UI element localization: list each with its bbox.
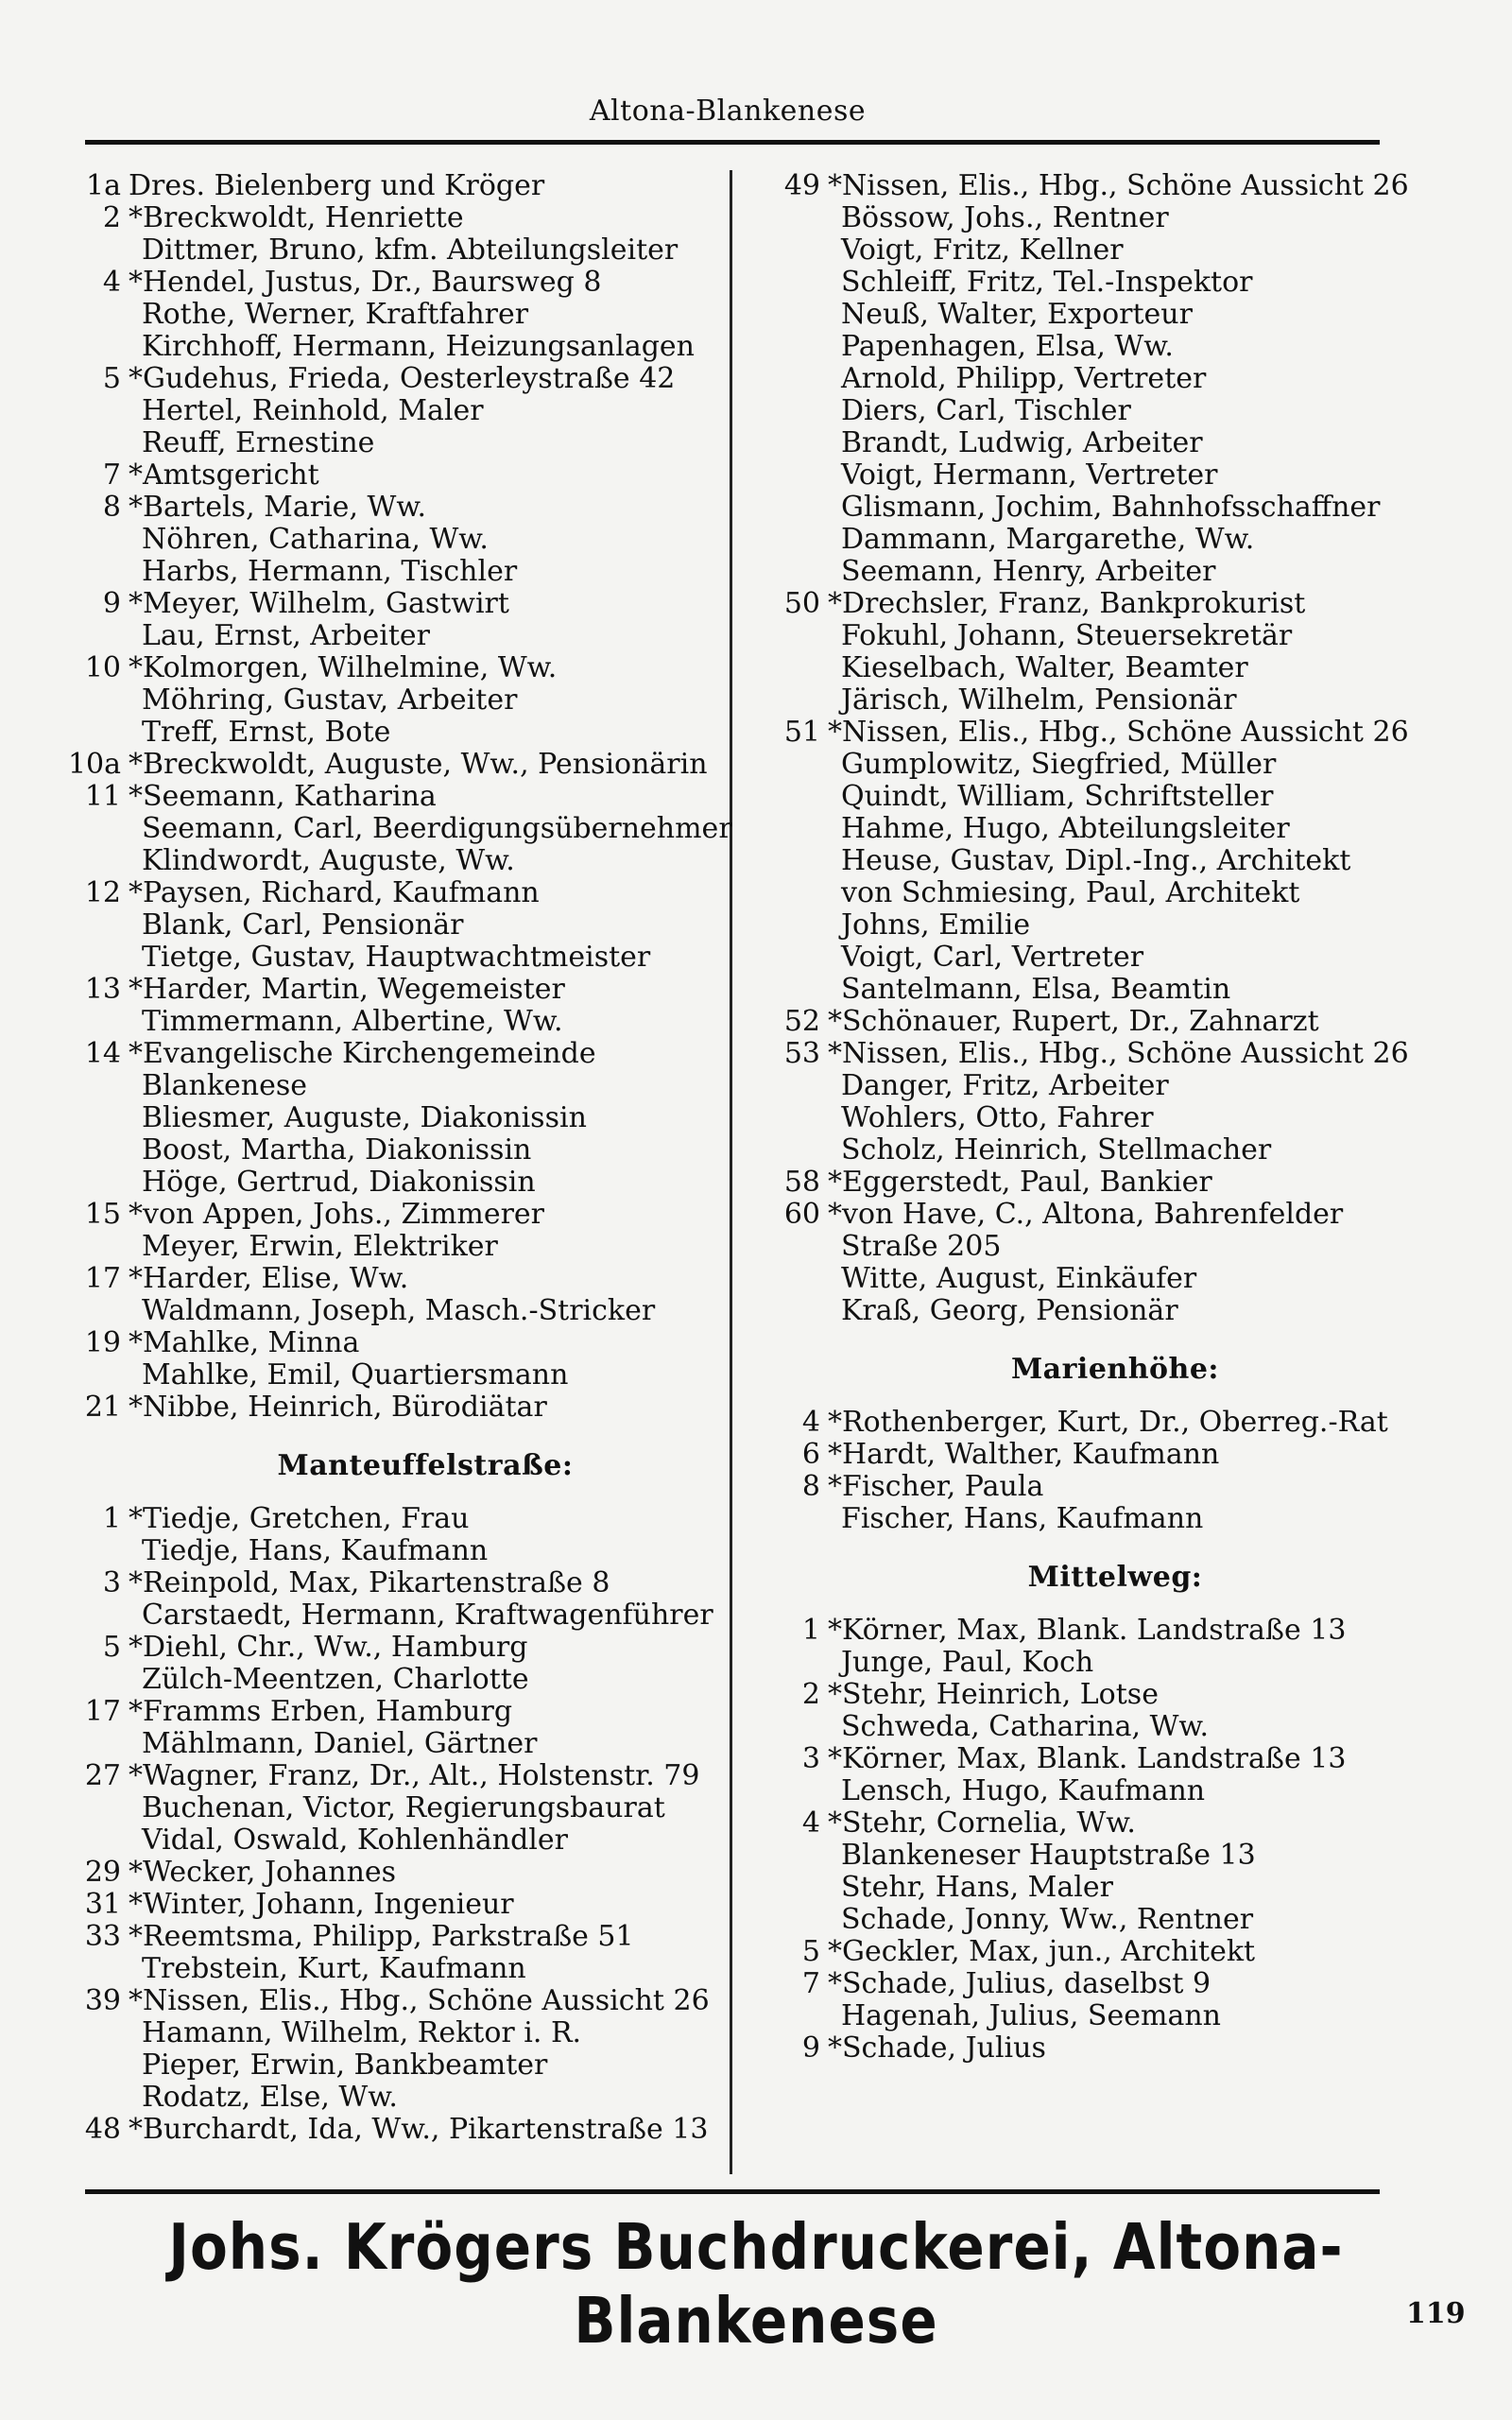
primary-resident: *Fischer, Paula [828,1470,1044,1503]
house-number: 33 [84,1920,121,1953]
resident-line: Seemann, Carl, Beerdigungsübernehmer [142,812,732,845]
house-number: 8 [801,1470,820,1503]
house-entry [747,1471,1427,1535]
resident-lines [828,717,1427,1006]
resident-line: Pieper, Erwin, Bankbeamter [142,2048,548,2082]
resident-lines [129,1567,728,1632]
resident-lines [129,781,732,877]
resident-line: Johns, Emilie [841,908,1031,942]
house-number: 11 [84,780,121,813]
house-number: 17 [84,1262,121,1295]
house-number: 1 [801,1614,820,1647]
resident-line: Bössow, Johs., Rentner [841,201,1169,234]
house-entry [47,1632,728,1696]
resident-line: Bliesmer, Auguste, Diakonissin [142,1101,587,1134]
house-entry [47,1985,728,2114]
house-number: 19 [84,1326,121,1359]
resident-line: Harbs, Hermann, Tischler [142,555,518,588]
resident-lines [129,1696,728,1760]
resident-lines [129,1199,728,1263]
resident-line: Wohlers, Otto, Fahrer [841,1101,1154,1134]
house-number: 17 [84,1695,121,1728]
resident-line: Kraß, Georg, Pensionär [841,1294,1178,1327]
primary-resident: *Körner, Max, Blank. Landstraße 13 [828,1742,1347,1775]
primary-resident: *Nissen, Elis., Hbg., Schöne Aussicht 26 [828,716,1409,749]
resident-line: Treff, Ernst, Bote [142,716,391,749]
street-heading-manteuffelstrasse: Manteuffelstraße: [277,1449,574,1482]
resident-line: Danger, Fritz, Arbeiter [841,1069,1169,1102]
resident-line: Boost, Martha, Diakonissin [142,1133,532,1167]
primary-resident: *Framms Erben, Hamburg [129,1695,513,1728]
house-number: 7 [801,1967,820,2000]
house-entry [747,1167,1427,1199]
primary-resident: *Winter, Johann, Ingenieur [129,1888,514,1921]
resident-lines [129,1760,728,1857]
resident-line: Zülch-Meentzen, Charlotte [142,1663,529,1696]
primary-resident: *Eggerstedt, Paul, Bankier [828,1166,1212,1199]
primary-resident: *Geckler, Max, jun., Architekt [828,1935,1256,1968]
resident-lines [828,1006,1427,1038]
resident-line: Papenhagen, Elsa, Ww. [841,330,1174,363]
house-number: 6 [801,1438,820,1471]
resident-line: Reuff, Ernestine [142,426,375,459]
resident-lines [129,1503,728,1567]
resident-lines [828,2032,1427,2065]
house-number: 48 [84,2113,121,2146]
resident-lines [129,588,728,652]
primary-resident: *Rothenberger, Kurt, Dr., Oberreg.-Rat [828,1406,1388,1439]
resident-lines [828,1439,1427,1471]
house-number: 58 [783,1166,820,1199]
house-number: 3 [102,1566,121,1599]
resident-line: Arnold, Philipp, Vertreter [841,362,1207,395]
resident-lines [828,1471,1427,1535]
resident-lines [129,1327,728,1392]
house-entry [747,1615,1427,1679]
primary-resident: *Diehl, Chr., Ww., Hamburg [129,1631,528,1664]
resident-line: Höge, Gertrud, Diakonissin [142,1166,536,1199]
house-number: 5 [801,1935,820,1968]
house-entry [47,1263,728,1327]
primary-resident: *Nissen, Elis., Hbg., Schöne Aussicht 26 [129,1984,710,2017]
resident-lines [828,1679,1427,1743]
resident-line: Hagenah, Julius, Seemann [841,1999,1221,2032]
resident-line: Seemann, Henry, Arbeiter [841,555,1216,588]
resident-line: Quindt, William, Schriftsteller [841,780,1274,813]
house-entry [47,492,728,588]
house-number: 10 [84,651,121,684]
house-number: 27 [84,1759,121,1792]
house-entry [47,363,728,459]
header-rule [85,140,1380,145]
resident-lines [828,170,1427,588]
house-entry [47,1567,728,1632]
house-entry [47,1857,728,1889]
resident-line: Timmermann, Albertine, Ww. [142,1005,563,1038]
house-number: 1a [86,169,121,202]
primary-resident: *Tiedje, Gretchen, Frau [129,1502,470,1535]
resident-line: Buchenan, Victor, Regierungsbaurat [142,1791,665,1824]
house-entry [47,170,728,202]
primary-resident: *Burchardt, Ida, Ww., Pikartenstraße 13 [129,2113,709,2146]
house-entry [47,877,728,974]
primary-resident: *Mahlke, Minna [129,1326,360,1359]
resident-line: Waldmann, Joseph, Masch.-Stricker [142,1294,656,1327]
house-number: 49 [783,169,820,202]
resident-lines [129,363,728,459]
house-number: 1 [102,1502,121,1535]
house-entry [47,202,728,267]
resident-line: Hahme, Hugo, Abteilungsleiter [841,812,1290,845]
resident-line: Blankenese [142,1069,308,1102]
resident-line: Fischer, Hans, Kaufmann [841,1502,1204,1535]
resident-line: Tietge, Gustav, Hauptwachtmeister [142,941,651,974]
right-column [747,170,1427,2065]
primary-resident: *Körner, Max, Blank. Landstraße 13 [828,1614,1347,1647]
house-number: 4 [801,1806,820,1840]
primary-resident: *Wagner, Franz, Dr., Alt., Holstenstr. 79 [129,1759,700,1792]
house-entry [747,1743,1427,1807]
house-entry [47,267,728,363]
house-entry [747,717,1427,1006]
house-number: 12 [84,876,121,909]
resident-line: Scholz, Heinrich, Stellmacher [841,1133,1272,1167]
house-entry [747,1038,1427,1167]
primary-resident: *Breckwoldt, Auguste, Ww., Pensionärin [129,748,708,781]
street-heading-marienhoehe: Marienhöhe: [1010,1353,1220,1386]
house-entry [47,1889,728,1921]
house-entry [47,1327,728,1392]
resident-line: Klindwordt, Auguste, Ww. [142,844,515,877]
street-heading-mittelweg: Mittelweg: [1027,1561,1203,1594]
right-entries [747,170,1427,1327]
resident-line: Blankeneser Hauptstraße 13 [841,1839,1256,1872]
primary-resident: *Nibbe, Heinrich, Bürodiätar [129,1391,547,1424]
house-number: 3 [801,1742,820,1775]
resident-line: Witte, August, Einkäufer [841,1262,1197,1295]
house-number: 31 [84,1888,121,1921]
house-number: 4 [102,266,121,299]
resident-line: Schweda, Catharina, Ww. [841,1710,1210,1743]
house-entry [47,749,728,781]
primary-resident: *Reemtsma, Philipp, Parkstraße 51 [129,1920,634,1953]
primary-resident: *Evangelische Kirchengemeinde [129,1037,596,1070]
house-entry [47,1038,728,1199]
resident-line: Lau, Ernst, Arbeiter [142,619,430,652]
resident-line: Neuß, Walter, Exporteur [841,298,1193,331]
house-number: 2 [102,201,121,234]
house-entry [747,1439,1427,1471]
house-number: 13 [84,973,121,1006]
resident-lines [828,1167,1427,1199]
house-entry [47,1921,728,1985]
resident-line: Trebstein, Kurt, Kaufmann [142,1952,526,1985]
resident-lines [828,1038,1427,1167]
house-entry [47,459,728,492]
resident-lines [828,1968,1427,2032]
manteuffelstrasse-entries [47,1503,728,2146]
resident-line: von Schmiesing, Paul, Architekt [841,876,1300,909]
primary-resident: Dres. Bielenberg und Kröger [129,169,545,202]
resident-lines [129,1985,728,2114]
resident-lines [129,2114,728,2146]
house-entry [47,974,728,1038]
house-entry [747,1407,1427,1439]
house-entry [747,2032,1427,2065]
resident-lines [129,170,728,202]
house-number: 51 [783,716,820,749]
resident-line: Nöhren, Catharina, Ww. [142,523,489,556]
house-number: 10a [67,748,121,781]
resident-line: Voigt, Fritz, Kellner [841,233,1124,267]
house-number: 5 [102,362,121,395]
primary-resident: *Schönauer, Rupert, Dr., Zahnarzt [828,1005,1319,1038]
resident-line: Kieselbach, Walter, Beamter [841,651,1248,684]
primary-resident: *Seemann, Katharina [129,780,437,813]
resident-lines [129,652,728,749]
primary-resident: *von Appen, Johs., Zimmerer [129,1198,545,1231]
primary-resident: *Breckwoldt, Henriette [129,201,464,234]
house-number: 21 [84,1391,121,1424]
resident-line: Mahlke, Emil, Quartiersmann [142,1358,569,1392]
resident-line: Brandt, Ludwig, Arbeiter [841,426,1203,459]
resident-line: Schade, Jonny, Ww., Rentner [841,1903,1254,1936]
resident-line: Mählmann, Daniel, Gärtner [142,1727,538,1760]
primary-resident: *Nissen, Elis., Hbg., Schöne Aussicht 26 [828,169,1409,202]
house-number: 2 [801,1678,820,1711]
primary-resident: *Harder, Martin, Wegemeister [129,973,565,1006]
house-number: 14 [84,1037,121,1070]
house-entry [747,588,1427,717]
resident-line: Blank, Carl, Pensionär [142,908,464,942]
resident-line: Carstaedt, Hermann, Kraftwagenführer [142,1599,713,1632]
house-number: 8 [102,491,121,524]
resident-lines [129,1889,728,1921]
primary-resident: *Reinpold, Max, Pikartenstraße 8 [129,1566,610,1599]
resident-lines [129,1038,728,1199]
resident-lines [129,749,728,781]
resident-line: Järisch, Wilhelm, Pensionär [841,683,1237,717]
house-number: 7 [102,458,121,492]
resident-lines [129,267,728,363]
resident-line: Voigt, Hermann, Vertreter [841,458,1218,492]
house-entry [747,1679,1427,1743]
resident-lines [129,459,728,492]
primary-resident: *Amtsgericht [129,458,319,492]
resident-line: Hamann, Wilhelm, Rektor i. R. [142,2016,582,2049]
primary-resident: *Stehr, Cornelia, Ww. [828,1806,1136,1840]
resident-line: Möhring, Gustav, Arbeiter [142,683,518,717]
page-number: 119 [1406,2297,1466,2330]
house-number: 15 [84,1198,121,1231]
resident-lines [828,1615,1427,1679]
house-entry [47,1503,728,1567]
house-number: 53 [783,1037,820,1070]
left-entries [47,169,732,1424]
primary-resident: *Drechsler, Franz, Bankprokurist [828,587,1306,620]
marienhoehe-entries [747,1407,1427,1535]
primary-resident: *Schade, Julius, daselbst 9 [828,1967,1211,2000]
resident-line: Diers, Carl, Tischler [841,394,1131,427]
resident-lines [129,492,728,588]
house-number: 9 [102,587,121,620]
house-entry [47,1199,728,1263]
resident-line: Glismann, Jochim, Bahnhofsschaffner [841,491,1381,524]
house-entry [747,170,1427,588]
house-entry [47,652,728,749]
house-entry [747,1199,1427,1327]
primary-resident: *Stehr, Heinrich, Lotse [828,1678,1159,1711]
primary-resident: *Kolmorgen, Wilhelmine, Ww. [129,651,558,684]
primary-resident: *Meyer, Wilhelm, Gastwirt [129,587,509,620]
resident-lines [129,974,728,1038]
resident-lines [828,588,1427,717]
house-number: 4 [801,1406,820,1439]
resident-lines [129,1392,728,1424]
house-entry [47,1760,728,1857]
primary-resident: *Hardt, Walther, Kaufmann [828,1438,1220,1471]
house-entry [47,780,732,877]
resident-line: Rothe, Werner, Kraftfahrer [142,298,529,331]
resident-line: Meyer, Erwin, Elektriker [142,1230,498,1263]
resident-lines [828,1807,1427,1936]
resident-line: Rodatz, Else, Ww. [142,2081,398,2114]
resident-line: Voigt, Carl, Vertreter [841,941,1144,974]
resident-lines [828,1199,1427,1327]
primary-resident: *Gudehus, Frieda, Oesterleystraße 42 [129,362,676,395]
house-entry [747,1807,1427,1936]
resident-lines [129,1632,728,1696]
primary-resident: *Paysen, Richard, Kaufmann [129,876,540,909]
resident-line: Kirchhoff, Hermann, Heizungsanlagen [142,330,695,363]
page-header-title: Altona-Blankenese [589,95,867,128]
resident-line: Schleiff, Fritz, Tel.-Inspektor [841,266,1253,299]
resident-lines [828,1936,1427,1968]
resident-line: Straße 205 [841,1230,1002,1263]
primary-resident: *Wecker, Johannes [129,1856,397,1889]
primary-resident: *Bartels, Marie, Ww. [129,491,426,524]
house-number: 9 [801,2031,820,2065]
primary-resident: *Nissen, Elis., Hbg., Schöne Aussicht 26 [828,1037,1409,1070]
resident-line: Hertel, Reinhold, Maler [142,394,484,427]
resident-line: Lensch, Hugo, Kaufmann [841,1774,1206,1807]
resident-line: Vidal, Oswald, Kohlenhändler [142,1824,568,1857]
resident-lines [828,1407,1427,1439]
resident-line: Fokuhl, Johann, Steuersekretär [841,619,1293,652]
primary-resident: *Schade, Julius [828,2031,1046,2065]
primary-resident: *Harder, Elise, Ww. [129,1262,409,1295]
house-entry [747,1936,1427,1968]
column-divider [730,170,732,2174]
mittelweg-entries [747,1615,1427,2065]
house-number: 50 [783,587,820,620]
house-number: 29 [84,1856,121,1889]
resident-line: Dammann, Margarethe, Ww. [841,523,1255,556]
house-entry [47,1392,728,1424]
house-entry [47,1696,728,1760]
resident-lines [129,1263,728,1327]
resident-lines [129,1857,728,1889]
house-entry [747,1968,1427,2032]
resident-line: Junge, Paul, Koch [841,1646,1094,1679]
left-column [47,169,732,2146]
resident-lines [129,202,728,267]
resident-line: Heuse, Gustav, Dipl.-Ing., Architekt [841,844,1351,877]
primary-resident: *von Have, C., Altona, Bahrenfelder [828,1198,1344,1231]
resident-line: Tiedje, Hans, Kaufmann [142,1534,489,1567]
footer-rule [85,2189,1380,2194]
resident-lines [828,1743,1427,1807]
resident-line: Stehr, Hans, Maler [841,1871,1113,1904]
resident-line: Santelmann, Elsa, Beamtin [841,973,1231,1006]
resident-line: Gumplowitz, Siegfried, Müller [841,748,1277,781]
house-number: 5 [102,1631,121,1664]
house-entry [47,2114,728,2146]
house-entry [747,1006,1427,1038]
primary-resident: *Hendel, Justus, Dr., Baursweg 8 [129,266,602,299]
house-number: 39 [84,1984,121,2017]
house-number: 60 [783,1198,820,1231]
resident-lines [129,1921,728,1985]
resident-line: Dittmer, Bruno, kfm. Abteilungsleiter [142,233,679,267]
resident-lines [129,877,728,974]
printer-advertisement-banner: Johs. Krögers Buchdruckerei, Altona-Blankenese [168,2209,1344,2359]
house-number: 52 [783,1005,820,1038]
house-entry [47,588,728,652]
